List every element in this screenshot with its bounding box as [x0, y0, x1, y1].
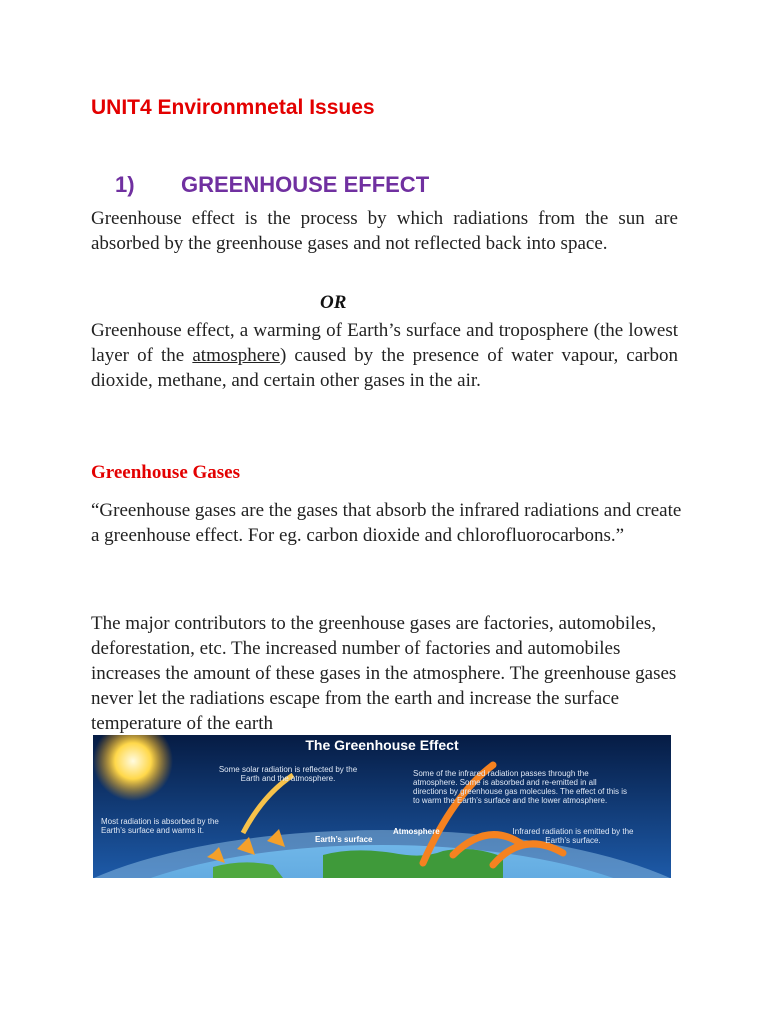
- definition-2-part-b: ) caused by the presence of water vapour, carbon dioxide, methane, and certain other gases in the air.: [91, 345, 678, 391]
- figure-infrared-text: Some of the infrared radiation passes through the atmosphere. Some is absorbed and re-emitted in all directions by greenhouse gas molecules. The effect of this is to warm the Earth’s surface and the lower atmosphere.: [413, 769, 628, 805]
- definition-paragraph-2: [91, 318, 678, 393]
- greenhouse-effect-figure: [93, 735, 671, 878]
- figure-solar-text: Some solar radiation is reflected by the Earth and the atmosphere.: [218, 765, 358, 783]
- or-separator: OR: [320, 292, 347, 313]
- atmosphere-link[interactable]: atmosphere: [192, 345, 280, 366]
- figure-absorbed-text: Most radiation is absorbed by the Earth’s surface and warms it.: [101, 817, 219, 835]
- section-number: 1): [115, 172, 135, 197]
- figure-title: The Greenhouse Effect: [305, 737, 459, 753]
- figure-surface-label: Earth’s surface: [315, 835, 373, 844]
- figure-infrared-emitted-text: Infrared radiation is emitted by the Earth’s surface.: [512, 827, 634, 845]
- greenhouse-gases-definition: “Greenhouse gases are the gases that absorb the infrared radiations and create a greenhouse effect. For eg. carbon dioxide and chlorofluorocarbons.”: [91, 500, 682, 546]
- unit-title: UNIT4 Environmnetal Issues: [91, 96, 375, 119]
- contributors-paragraph: The major contributors to the greenhouse gases are factories, automobiles, deforestation, etc. The increased number of factories and automobiles increases the amount of these gases in the atmosphere. The greenhouse gases never let the radiations escape from the earth and increase the surface temperature of the earth: [91, 613, 677, 734]
- definition-2-part-a: Greenhouse effect, a warming of Earth’s surface and troposphere (the lowest layer of the: [91, 320, 678, 366]
- section-title: GREENHOUSE EFFECT: [181, 172, 430, 197]
- section-heading: [115, 172, 429, 198]
- figure-atmosphere-label: Atmosphere: [393, 827, 440, 836]
- figure-illustration: [93, 735, 671, 878]
- greenhouse-gases-heading: Greenhouse Gases: [91, 462, 241, 483]
- definition-paragraph-1: Greenhouse effect is the process by which radiations from the sun are absorbed by the greenhouse gases and not reflected back into space.: [91, 208, 678, 254]
